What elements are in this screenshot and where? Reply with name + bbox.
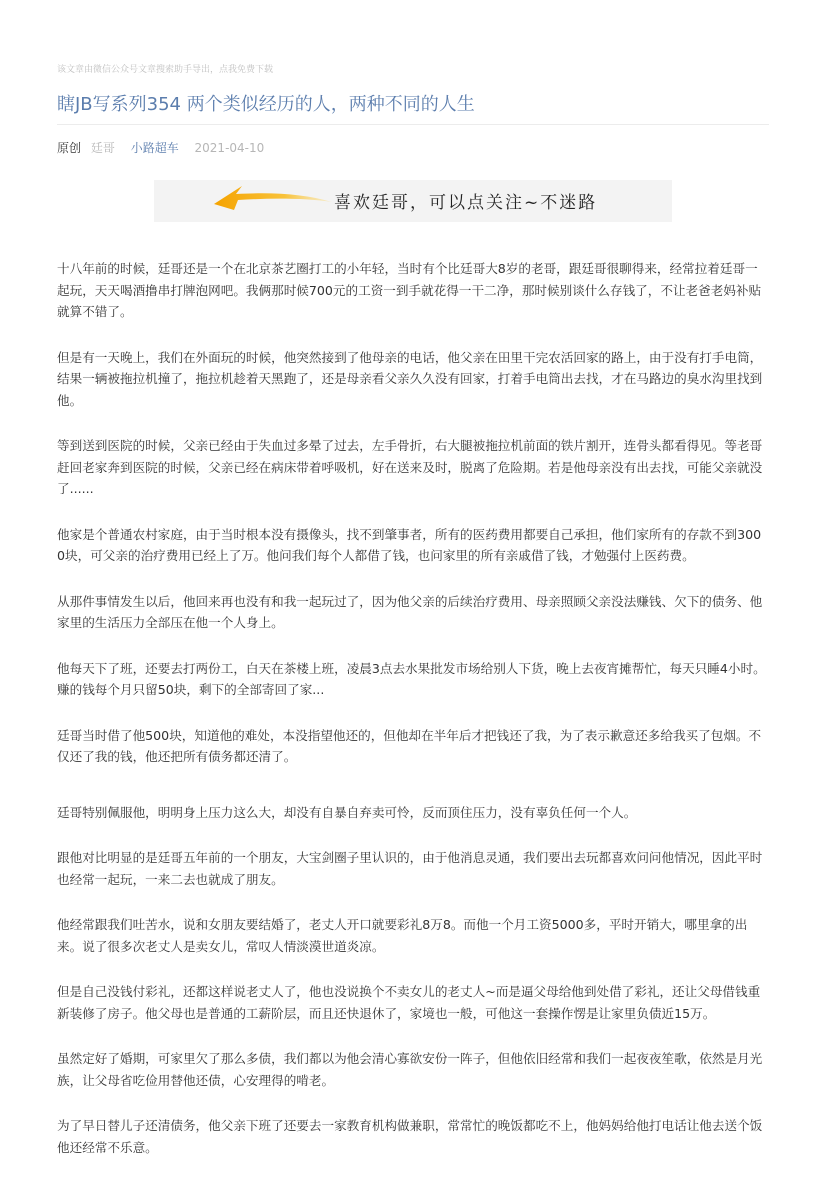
paragraph: 为了早日替儿子还清债务，他父亲下班了还要去一家教育机构做兼职，常常忙的晚饭都吃不上，他妈妈给他打电话让他去送个饭他还经常不乐意。: [57, 1118, 763, 1155]
paragraph: 从那件事情发生以后，他回来再也没有和我一起玩过了，因为他父亲的后续治疗费用、母亲照顾父亲没法赚钱、欠下的债务、他家里的生活压力全部压在他一个人身上。: [57, 593, 763, 630]
paragraph: 他经常跟我们吐苦水，说和女朋友要结婚了，老丈人开口就要彩礼8万8。而他一个月工资5000多，平时开销大，哪里拿的出来。说了很多次老丈人是卖女儿，常叹人情淡漠世道炎凉。: [57, 917, 748, 954]
follow-banner: [154, 180, 672, 222]
paragraph: 虽然定好了婚期，可家里欠了那么多债，我们都以为他会清心寡欲安份一阵子，但他依旧经常和我们一起夜夜笙歌，依然是月光族，让父母省吃俭用替他还债，心安理得的啃老。: [57, 1051, 763, 1088]
account-link[interactable]: 小路超车: [130, 141, 179, 155]
paragraph: 廷哥特别佩服他，明明身上压力这么大，却没有自暴自弃卖可怜，反而顶住压力，没有辜负任何一个人。: [57, 804, 637, 820]
paragraph: 等到送到医院的时候，父亲已经由于失血过多晕了过去，左手骨折，右大腿被拖拉机前面的铁片割开，连骨头都看得见。等老哥赶回老家奔到医院的时候，父亲已经在病床带着呼吸机，好在送来及时，脱离了危险期。若是他母亲没有出去找，可能父亲就没了......: [57, 438, 763, 496]
article-meta: [57, 140, 264, 156]
article-body: [57, 258, 769, 1182]
paragraph: 十八年前的时候，廷哥还是一个在北京茶艺圈打工的小年轻，当时有个比廷哥大8岁的老哥，跟廷哥很聊得来，经常拉着廷哥一起玩，天天喝酒撸串打牌泡网吧。我俩那时候700元的工资一到手就花得一干二净，那时候别谈什么存钱了，不让老爸老妈补贴就算不错了。: [57, 261, 762, 319]
author-name: 廷哥: [90, 141, 115, 155]
paragraph: 廷哥当时借了他500块，知道他的难处，本没指望他还的，但他却在半年后才把钱还了我，为了表示歉意还多给我买了包烟。不仅还了我的钱，他还把所有债务都还清了。: [57, 727, 762, 764]
banner-text: 喜欢廷哥，可以点关注~不迷路: [334, 193, 598, 213]
article-title: 瞎JB写系列354 两个类似经历的人，两种不同的人生: [57, 94, 475, 115]
export-notice-link[interactable]: 该文章由微信公众号文章搜索助手导出，点我免费下载: [57, 65, 274, 75]
title-divider: [57, 124, 769, 125]
paragraph: 但是自己没钱付彩礼，还都这样说老丈人了，他也没说换个不卖女儿的老丈人~而是逼父母给他到处借了彩礼，还让父母借钱重新装修了房子。他父母也是普通的工薪阶层，而且还快退休了，家境也一般，可他这一套操作愣是让家里负债近15万。: [57, 984, 761, 1021]
paragraph: 他每天下了班，还要去打两份工，白天在茶楼上班，凌晨3点去水果批发市场给别人下货，晚上去夜宵摊帮忙，每天只睡4小时。赚的钱每个月只留50块，剩下的全部寄回了家...: [57, 660, 766, 697]
paragraph: 他家是个普通农村家庭，由于当时根本没有摄像头，找不到肇事者，所有的医药费用都要自己承担，他们家所有的存款不到3000块，可父亲的治疗费用已经上了万。他问我们每个人都借了钱，也问家里的所有亲戚借了钱，才勉强付上医药费。: [57, 526, 762, 563]
paragraph: 但是有一天晚上，我们在外面玩的时候，他突然接到了他母亲的电话，他父亲在田里干完农活回家的路上，由于没有打手电筒，结果一辆被拖拉机撞了，拖拉机趁着天黑跑了，还是母亲看父亲久久没有回家，打着手电筒出去找，才在马路边的臭水沟里找到他。: [57, 349, 763, 408]
paragraph: 跟他对比明显的是廷哥五年前的一个朋友，大宝剑圈子里认识的，由于他消息灵通，我们要出去玩都喜欢问问他情况，因此平时也经常一起玩，一来二去也就成了朋友。: [57, 850, 763, 887]
original-label: 原创: [57, 141, 82, 155]
publish-date: 2021-04-10: [194, 141, 265, 155]
